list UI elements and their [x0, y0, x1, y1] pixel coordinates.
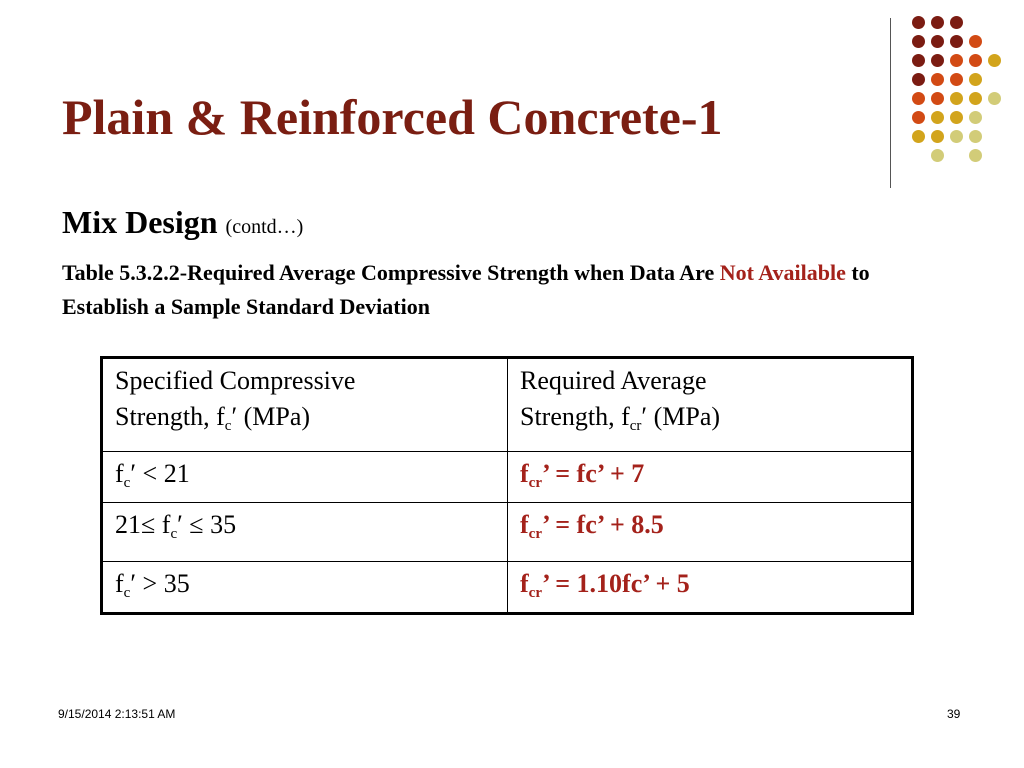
decorative-dot: [950, 92, 963, 105]
decorative-dot: [988, 54, 1001, 67]
strength-table: [100, 356, 914, 615]
decorative-dot: [931, 16, 944, 29]
footer-page-number: 39: [947, 707, 961, 721]
header-text: ′ (MPa): [641, 402, 721, 431]
header-text: Strength, f: [115, 402, 225, 431]
formula-cell: [508, 503, 913, 562]
decorative-dot: [950, 35, 963, 48]
decorative-dot: [969, 130, 982, 143]
decorative-dot: [931, 130, 944, 143]
decorative-dot: [969, 149, 982, 162]
condition-text: ′ ≤ 35: [177, 510, 237, 539]
formula-text: f: [520, 459, 529, 488]
decorative-dot: [950, 16, 963, 29]
condition-cell: [102, 452, 508, 503]
caption-highlight: Not Available: [719, 260, 846, 285]
decorative-dot: [931, 73, 944, 86]
formula-subscript: cr: [528, 585, 542, 601]
table-row: [102, 452, 913, 503]
decorative-dot: [931, 92, 944, 105]
condition-text: 21≤ f: [115, 510, 171, 539]
formula-text: ’ = fc’ + 8.5: [542, 510, 664, 539]
condition-text: f: [115, 569, 124, 598]
decorative-dot: [912, 92, 925, 105]
header-subscript: c: [224, 418, 232, 434]
header-text: Required Average: [520, 366, 707, 395]
decorative-dot: [969, 35, 982, 48]
formula-subscript: cr: [528, 526, 542, 542]
header-subscript: cr: [629, 418, 642, 434]
header-text: Strength, f: [520, 402, 630, 431]
decorative-dot: [950, 54, 963, 67]
condition-cell: [102, 562, 508, 614]
section-heading-text: Mix Design: [62, 204, 218, 240]
decorative-dot: [950, 130, 963, 143]
section-heading: [62, 204, 303, 241]
formula-text: f: [520, 569, 529, 598]
slide-title: Plain & Reinforced Concrete-1: [62, 89, 723, 145]
header-required-strength: [508, 358, 913, 452]
decorative-dot: [912, 35, 925, 48]
condition-subscript: c: [170, 526, 178, 542]
decorative-dot: [912, 73, 925, 86]
table-header-row: [102, 358, 913, 452]
formula-text: ’ = 1.10fc’ + 5: [542, 569, 690, 598]
formula-text: ’ = fc’ + 7: [542, 459, 645, 488]
decorative-dot: [969, 92, 982, 105]
condition-text: ′ > 35: [130, 569, 190, 598]
decorative-dot: [950, 111, 963, 124]
table-caption: [62, 256, 942, 324]
decorative-dot: [931, 111, 944, 124]
condition-subscript: c: [123, 585, 131, 601]
decorative-dot: [969, 54, 982, 67]
decorative-dot: [912, 111, 925, 124]
table-row: [102, 503, 913, 562]
formula-text: f: [520, 510, 529, 539]
condition-text: ′ < 21: [130, 459, 190, 488]
caption-text-end: to Establish a Sample Standard Deviation: [62, 260, 870, 319]
condition-text: f: [115, 459, 124, 488]
decorative-dot: [969, 111, 982, 124]
footer-date: 9/15/2014 2:13:51 AM: [58, 707, 176, 721]
decorative-dot: [950, 73, 963, 86]
table-row: [102, 562, 913, 614]
condition-cell: [102, 503, 508, 562]
decorative-dot: [931, 35, 944, 48]
caption-text: Table 5.3.2.2-Required Average Compressive Strength when Data Are: [62, 260, 720, 285]
formula-subscript: cr: [528, 475, 542, 491]
section-heading-note: (contd…): [225, 216, 304, 238]
decorative-dot: [912, 54, 925, 67]
decorative-dot: [912, 130, 925, 143]
formula-cell: [508, 452, 913, 503]
decorative-dot: [931, 54, 944, 67]
decorative-dot: [988, 92, 1001, 105]
title-divider: [890, 18, 891, 188]
decorative-dot: [969, 73, 982, 86]
header-text: ′ (MPa): [231, 402, 311, 431]
header-text: Specified Compressive: [115, 366, 356, 395]
decorative-dot: [931, 149, 944, 162]
condition-subscript: c: [123, 475, 131, 491]
decorative-dot: [912, 16, 925, 29]
header-specified-strength: [102, 358, 508, 452]
formula-cell: [508, 562, 913, 614]
